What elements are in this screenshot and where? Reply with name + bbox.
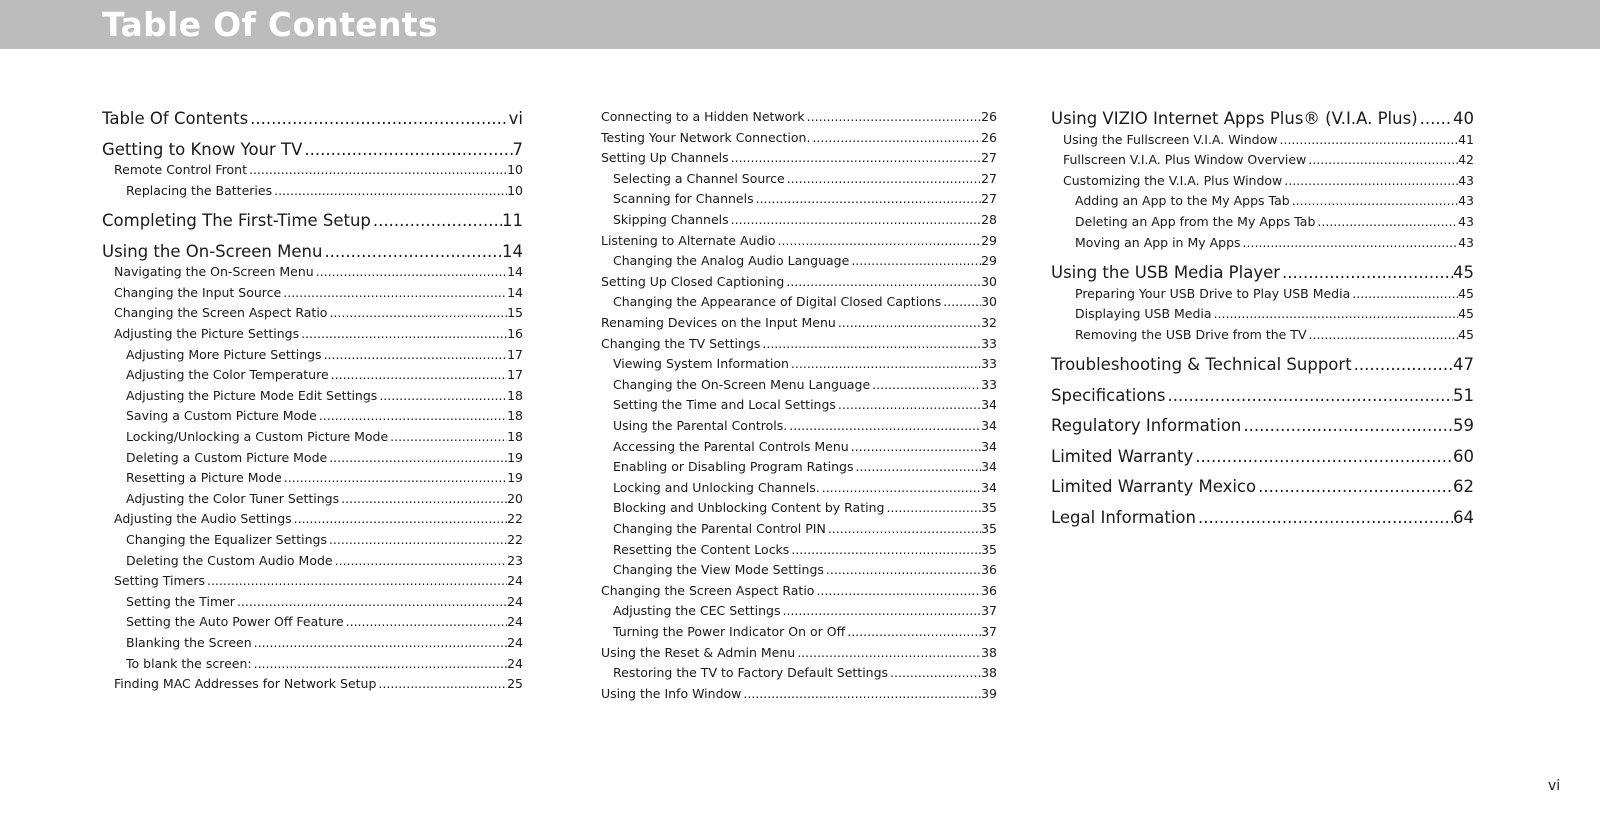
toc-subsection-entry[interactable] xyxy=(126,613,523,631)
toc-subsection-entry[interactable] xyxy=(114,325,523,343)
toc-dot-leader xyxy=(247,161,507,179)
toc-entry-page: 37 xyxy=(981,624,997,639)
toc-entry-title: Adjusting the Color Temperature xyxy=(126,367,329,383)
toc-dot-leader xyxy=(344,613,507,631)
toc-dot-leader xyxy=(1241,234,1459,252)
toc-entry-page: 45 xyxy=(1458,285,1474,301)
toc-entry-title: Adjusting the CEC Settings xyxy=(613,603,781,619)
toc-entry-title: Setting the Time and Local Settings xyxy=(613,397,836,413)
toc-entry-page: 47 xyxy=(1453,355,1474,375)
toc-entry-title: Skipping Channels xyxy=(613,212,729,227)
toc-dot-leader xyxy=(785,170,981,188)
toc-subsection-entry[interactable] xyxy=(613,211,997,229)
toc-entry-title: Using VIZIO Internet Apps Plus® (V.I.A. Plus) xyxy=(1051,109,1418,128)
toc-subsection-entry[interactable] xyxy=(126,593,523,611)
toc-subsection-entry[interactable] xyxy=(601,335,997,353)
toc-entry-title: Setting Up Channels xyxy=(601,150,729,166)
toc-entry-page: 34 xyxy=(981,479,997,495)
toc-section-entry[interactable] xyxy=(1051,476,1474,498)
toc-entry-page: 51 xyxy=(1453,385,1474,405)
toc-dot-leader xyxy=(299,325,507,343)
toc-entry-title: Locking and Unlocking Channels. xyxy=(613,479,820,495)
toc-entry-page: 11 xyxy=(502,211,523,231)
toc-entry-page: 22 xyxy=(507,511,523,527)
toc-entry-page: 24 xyxy=(507,655,523,671)
toc-dot-leader xyxy=(741,685,981,703)
toc-entry-title: Setting the Timer xyxy=(126,593,235,609)
toc-dot-leader xyxy=(853,458,981,476)
toc-dot-leader xyxy=(327,304,507,322)
toc-entry-page: 28 xyxy=(981,212,997,227)
toc-subsection-entry[interactable] xyxy=(126,449,523,467)
toc-entry-page: 26 xyxy=(981,129,997,145)
toc-dot-leader xyxy=(371,210,502,232)
toc-subsection-entry[interactable] xyxy=(601,314,997,332)
toc-entry-page: 45 xyxy=(1458,326,1474,342)
toc-dot-leader xyxy=(248,108,508,130)
toc-subsection-entry[interactable] xyxy=(1075,285,1474,303)
toc-entry-title: Preparing Your USB Drive to Play USB Media xyxy=(1075,285,1351,301)
toc-entry-page: 43 xyxy=(1458,213,1474,229)
toc-entry-page: 32 xyxy=(981,315,997,330)
toc-dot-leader xyxy=(377,387,507,405)
toc-entry-title: Scanning for Channels xyxy=(613,191,754,207)
toc-dot-leader xyxy=(888,664,981,682)
toc-dot-leader xyxy=(849,438,981,456)
toc-entry-title: Fullscreen V.I.A. Plus Window Overview xyxy=(1063,152,1307,168)
toc-entry-title: Adjusting the Picture Mode Edit Settings xyxy=(126,387,378,403)
toc-dot-leader xyxy=(1282,172,1458,190)
toc-dot-leader xyxy=(235,593,507,611)
toc-dot-leader xyxy=(787,417,981,435)
toc-entry-page: 38 xyxy=(981,644,997,660)
toc-entry-title: To blank the screen: xyxy=(126,655,252,671)
toc-subsection-entry[interactable] xyxy=(114,263,523,281)
toc-entry-page: 30 xyxy=(981,294,997,310)
toc-subsection-entry[interactable] xyxy=(126,531,523,549)
toc-dot-leader xyxy=(1306,151,1458,169)
toc-entry-page: 43 xyxy=(1458,193,1474,209)
toc-entry-title: Restoring the TV to Factory Default Settings xyxy=(613,665,889,681)
toc-dot-leader xyxy=(1196,507,1453,529)
toc-dot-leader xyxy=(729,149,981,167)
toc-subsection-entry[interactable] xyxy=(114,510,523,528)
toc-entry-title: Deleting an App from the My Apps Tab xyxy=(1075,213,1316,229)
toc-entry-title: Remote Control Front xyxy=(114,162,247,177)
toc-dot-leader xyxy=(941,293,981,311)
toc-dot-leader xyxy=(1193,446,1453,468)
toc-entry-title: Selecting a Channel Source xyxy=(613,170,785,186)
toc-section-entry[interactable] xyxy=(1051,446,1474,468)
toc-subsection-entry[interactable] xyxy=(613,190,997,208)
toc-dot-leader xyxy=(322,346,508,364)
toc-entry-title: Changing the Analog Audio Language xyxy=(613,253,850,269)
toc-entry-title: Turning the Power Indicator On or Off xyxy=(613,624,846,639)
toc-entry-title: Blanking the Screen xyxy=(126,635,252,650)
toc-entry-page: 10 xyxy=(507,162,523,177)
toc-entry-page: 42 xyxy=(1458,152,1474,168)
toc-subsection-entry[interactable] xyxy=(613,499,997,517)
toc-dot-leader xyxy=(780,602,981,620)
toc-entry-page: 17 xyxy=(507,367,523,383)
toc-entry-page: 14 xyxy=(502,241,523,261)
toc-subsection-entry[interactable] xyxy=(613,355,997,373)
toc-entry-page: 27 xyxy=(981,170,997,186)
toc-dot-leader xyxy=(282,469,507,487)
toc-entry-page: 39 xyxy=(981,685,997,701)
toc-entry-page: 34 xyxy=(981,418,997,433)
toc-entry-page: 29 xyxy=(981,232,997,248)
toc-entry-title: Renaming Devices on the Input Menu xyxy=(601,315,836,330)
toc-subsection-entry[interactable] xyxy=(114,304,523,322)
toc-entry-page: 64 xyxy=(1453,507,1474,527)
toc-entry-page: 7 xyxy=(512,139,523,159)
toc-entry-page: 38 xyxy=(981,665,997,681)
toc-entry-page: 24 xyxy=(507,593,523,609)
toc-subsection-entry[interactable] xyxy=(1063,151,1474,169)
toc-entry-title: Changing the Screen Aspect Ratio xyxy=(114,305,328,321)
toc-subsection-entry[interactable] xyxy=(126,366,523,384)
toc-entry-title: Specifications xyxy=(1051,385,1166,405)
toc-dot-leader xyxy=(333,552,508,570)
toc-subsection-entry[interactable] xyxy=(126,469,523,487)
toc-entry-page: 14 xyxy=(507,284,523,300)
toc-dot-leader xyxy=(795,644,981,662)
toc-entry-page: 36 xyxy=(981,562,997,578)
toc-dot-leader xyxy=(1278,131,1459,149)
toc-entry-page: 10 xyxy=(507,182,523,198)
toc-subsection-entry[interactable] xyxy=(126,634,523,652)
toc-dot-leader xyxy=(327,449,507,467)
toc-subsection-entry[interactable] xyxy=(126,552,523,570)
toc-dot-leader xyxy=(836,314,981,332)
toc-dot-leader xyxy=(814,582,981,600)
toc-dot-leader xyxy=(281,284,507,302)
toc-entry-title: Getting to Know Your TV xyxy=(102,139,303,159)
toc-entry-page: 34 xyxy=(981,459,997,475)
toc-entry-page: 26 xyxy=(981,109,997,124)
toc-dot-leader xyxy=(1212,305,1459,323)
toc-dot-leader xyxy=(824,561,981,579)
toc-dot-leader xyxy=(1241,415,1453,437)
toc-subsection-entry[interactable] xyxy=(1063,131,1474,149)
toc-dot-leader xyxy=(376,675,507,693)
toc-entry-title: Replacing the Batteries xyxy=(126,182,273,198)
toc-entry-page: 14 xyxy=(507,264,523,280)
toc-entry-title: Adjusting the Audio Settings xyxy=(114,511,292,527)
toc-subsection-entry[interactable] xyxy=(601,129,997,147)
toc-subsection-entry[interactable] xyxy=(126,407,523,425)
toc-entry-title: Limited Warranty xyxy=(1051,446,1194,466)
toc-entry-title: Removing the USB Drive from the TV xyxy=(1075,326,1307,342)
toc-entry-page: 36 xyxy=(981,582,997,598)
toc-entry-title: Using the USB Media Player xyxy=(1051,263,1281,283)
toc-subsection-entry[interactable] xyxy=(601,582,997,600)
toc-entry-page: 23 xyxy=(507,552,523,568)
toc-subsection-entry[interactable] xyxy=(613,623,997,641)
toc-entry-page: 19 xyxy=(507,449,523,465)
toc-dot-leader xyxy=(845,623,981,641)
toc-entry-title: Resetting the Content Locks xyxy=(613,541,790,557)
toc-dot-leader xyxy=(784,273,981,291)
toc-subsection-entry[interactable] xyxy=(114,572,523,590)
toc-entry-title: Connecting to a Hidden Network xyxy=(601,109,805,124)
toc-subsection-entry[interactable] xyxy=(126,490,523,508)
toc-subsection-entry[interactable] xyxy=(613,417,997,435)
toc-entry-title: Listening to Alternate Audio xyxy=(601,232,776,248)
toc-dot-leader xyxy=(322,241,502,263)
toc-entry-title: Moving an App in My Apps xyxy=(1075,234,1241,250)
toc-dot-leader xyxy=(1418,108,1453,130)
toc-subsection-entry[interactable] xyxy=(1075,192,1474,210)
page-number: vi xyxy=(1548,778,1561,794)
toc-dot-leader xyxy=(252,634,507,652)
toc-entry-title: Viewing System Information xyxy=(613,356,789,372)
toc-dot-leader xyxy=(388,428,507,446)
toc-section-entry[interactable] xyxy=(1051,507,1474,529)
toc-entry-page: 37 xyxy=(981,603,997,619)
toc-entry-page: 34 xyxy=(981,397,997,413)
toc-entry-title: Enabling or Disabling Program Ratings xyxy=(613,459,854,475)
toc-entry-title: Changing the Equalizer Settings xyxy=(126,532,327,547)
toc-entry-page: 43 xyxy=(1458,234,1474,250)
toc-entry-title: Saving a Custom Picture Mode xyxy=(126,408,317,424)
toc-entry-page: 45 xyxy=(1458,306,1474,322)
toc-entry-page: 30 xyxy=(981,273,997,289)
toc-entry-page: 16 xyxy=(507,326,523,341)
toc-dot-leader xyxy=(1352,354,1453,376)
toc-section-entry[interactable] xyxy=(1051,385,1474,407)
toc-entry-title: Adjusting More Picture Settings xyxy=(126,346,322,362)
page-title: Table Of Contents xyxy=(102,5,438,44)
toc-dot-leader xyxy=(789,541,981,559)
toc-entry-title: Changing the TV Settings xyxy=(601,335,761,351)
toc-dot-leader xyxy=(826,520,981,538)
toc-subsection-entry[interactable] xyxy=(613,458,997,476)
toc-entry-title: Troubleshooting & Technical Support xyxy=(1051,355,1352,375)
toc-entry-page: 25 xyxy=(507,676,523,692)
toc-entry-page: 18 xyxy=(507,429,523,444)
toc-entry-title: Navigating the On-Screen Menu xyxy=(114,264,314,280)
toc-subsection-entry[interactable] xyxy=(601,149,997,167)
toc-subsection-entry[interactable] xyxy=(613,252,997,270)
toc-subsection-entry[interactable] xyxy=(601,273,997,291)
toc-entry-page: 35 xyxy=(981,521,997,536)
toc-section-entry[interactable] xyxy=(1051,415,1474,437)
toc-entry-page: 19 xyxy=(507,470,523,486)
toc-entry-page: 29 xyxy=(981,253,997,269)
toc-dot-leader xyxy=(329,366,507,384)
toc-entry-page: 35 xyxy=(981,500,997,516)
toc-entry-page: 62 xyxy=(1453,477,1474,497)
toc-subsection-entry[interactable] xyxy=(613,170,997,188)
toc-subsection-entry[interactable] xyxy=(613,664,997,682)
toc-dot-leader xyxy=(317,407,507,425)
toc-subsection-entry[interactable] xyxy=(1075,305,1474,323)
toc-entry-title: Setting Timers xyxy=(114,573,205,589)
toc-dot-leader xyxy=(1307,326,1459,344)
toc-entry-title: Using the Parental Controls. xyxy=(613,418,788,433)
toc-entry-page: 33 xyxy=(981,376,997,392)
toc-entry-title: Blocking and Unblocking Content by Rating xyxy=(613,500,885,516)
toc-subsection-entry[interactable] xyxy=(1075,234,1474,252)
toc-dot-leader xyxy=(789,355,981,373)
toc-entry-page: 45 xyxy=(1453,263,1474,283)
toc-entry-title: Changing the Screen Aspect Ratio xyxy=(601,582,815,598)
toc-dot-leader xyxy=(884,499,981,517)
toc-entry-page: 33 xyxy=(981,335,997,351)
toc-entry-title: Changing the Parental Control PIN xyxy=(613,521,826,536)
toc-dot-leader xyxy=(820,479,981,497)
toc-subsection-entry[interactable] xyxy=(601,644,997,662)
toc-entry-title: Using the On-Screen Menu xyxy=(102,241,323,261)
toc-subsection-entry[interactable] xyxy=(1075,213,1474,231)
toc-subsection-entry[interactable] xyxy=(126,346,523,364)
toc-section-entry[interactable] xyxy=(102,210,523,232)
toc-dot-leader xyxy=(339,490,507,508)
toc-entry-page: 18 xyxy=(507,387,523,403)
toc-entry-title: Testing Your Network Connection. xyxy=(601,129,811,145)
toc-dot-leader xyxy=(292,510,507,528)
toc-dot-leader xyxy=(1280,262,1453,284)
toc-dot-leader xyxy=(252,655,508,673)
toc-section-entry[interactable] xyxy=(1051,354,1474,376)
toc-entry-page: 35 xyxy=(981,541,997,557)
toc-entry-title: Deleting the Custom Audio Mode xyxy=(126,552,333,568)
toc-subsection-entry[interactable] xyxy=(1063,172,1474,190)
toc-dot-leader xyxy=(314,263,507,281)
toc-entry-page: vi xyxy=(508,109,523,128)
toc-entry-title: Using the Fullscreen V.I.A. Window xyxy=(1063,131,1278,147)
toc-dot-leader xyxy=(1166,385,1453,407)
toc-entry-title: Adding an App to the My Apps Tab xyxy=(1075,193,1290,209)
toc-entry-page: 41 xyxy=(1458,131,1474,147)
toc-dot-leader xyxy=(205,572,507,590)
toc-entry-title: Regulatory Information xyxy=(1051,416,1242,436)
toc-dot-leader xyxy=(836,396,981,414)
toc-dot-leader xyxy=(760,335,981,353)
toc-dot-leader xyxy=(810,129,981,147)
toc-subsection-entry[interactable] xyxy=(601,232,997,250)
toc-dot-leader xyxy=(849,252,981,270)
toc-subsection-entry[interactable] xyxy=(613,479,997,497)
toc-section-entry[interactable] xyxy=(1051,108,1474,130)
toc-dot-leader xyxy=(272,182,507,200)
toc-subsection-entry[interactable] xyxy=(613,293,997,311)
toc-entry-page: 43 xyxy=(1458,172,1474,188)
toc-entry-page: 20 xyxy=(507,490,523,506)
toc-entry-title: Locking/Unlocking a Custom Picture Mode xyxy=(126,429,389,444)
toc-dot-leader xyxy=(729,211,981,229)
toc-subsection-entry[interactable] xyxy=(613,376,997,394)
toc-entry-title: Limited Warranty Mexico xyxy=(1051,477,1257,497)
toc-subsection-entry[interactable] xyxy=(114,284,523,302)
toc-section-entry[interactable] xyxy=(102,108,523,130)
toc-entry-page: 18 xyxy=(507,408,523,424)
toc-entry-title: Adjusting the Color Tuner Settings xyxy=(126,490,340,506)
toc-dot-leader xyxy=(1290,192,1458,210)
toc-subsection-entry[interactable] xyxy=(114,675,523,693)
toc-entry-page: 15 xyxy=(507,305,523,321)
toc-entry-title: Completing The First-Time Setup xyxy=(102,211,371,231)
toc-entry-page: 24 xyxy=(507,573,523,589)
toc-subsection-entry[interactable] xyxy=(126,182,523,200)
toc-entry-page: 17 xyxy=(507,346,523,362)
toc-entry-title: Legal Information xyxy=(1051,507,1196,527)
toc-entry-title: Resetting a Picture Mode xyxy=(126,470,282,486)
toc-dot-leader xyxy=(302,139,512,161)
toc-section-entry[interactable] xyxy=(102,241,523,263)
toc-entry-page: 24 xyxy=(507,614,523,630)
toc-dot-leader xyxy=(805,108,981,126)
toc-entry-page: 60 xyxy=(1453,446,1474,466)
toc-entry-page: 40 xyxy=(1453,109,1474,128)
toc-entry-title: Using the Info Window xyxy=(601,685,742,701)
toc-section-entry[interactable] xyxy=(102,139,523,161)
toc-entry-title: Setting the Auto Power Off Feature xyxy=(126,614,344,630)
toc-entry-title: Changing the Appearance of Digital Closed Captions xyxy=(613,294,942,310)
toc-entry-title: Using the Reset & Admin Menu xyxy=(601,644,796,660)
toc-entry-title: Setting Up Closed Captioning xyxy=(601,273,785,289)
toc-entry-page: 27 xyxy=(981,191,997,207)
toc-subsection-entry[interactable] xyxy=(613,561,997,579)
toc-subsection-entry[interactable] xyxy=(613,602,997,620)
toc-dot-leader xyxy=(327,531,507,549)
toc-dot-leader xyxy=(1350,285,1458,303)
page-header xyxy=(0,0,1600,49)
toc-subsection-entry[interactable] xyxy=(601,685,997,703)
toc-subsection-entry[interactable] xyxy=(126,655,523,673)
toc-entry-title: Displaying USB Media xyxy=(1075,306,1212,322)
toc-entry-page: 27 xyxy=(981,150,997,166)
toc-entry-page: 34 xyxy=(981,438,997,454)
toc-entry-page: 22 xyxy=(507,532,523,547)
toc-entry-title: Changing the On-Screen Menu Language xyxy=(613,376,871,392)
toc-entry-title: Table Of Contents xyxy=(102,109,249,128)
toc-subsection-entry[interactable] xyxy=(126,428,523,446)
toc-subsection-entry[interactable] xyxy=(613,396,997,414)
toc-entry-title: Customizing the V.I.A. Plus Window xyxy=(1063,172,1283,188)
toc-entry-page: 24 xyxy=(507,635,523,650)
toc-subsection-entry[interactable] xyxy=(613,438,997,456)
toc-subsection-entry[interactable] xyxy=(613,520,997,538)
toc-entry-title: Changing the Input Source xyxy=(114,284,282,300)
toc-dot-leader xyxy=(754,190,981,208)
toc-entry-title: Accessing the Parental Controls Menu xyxy=(613,438,849,454)
toc-entry-title: Finding MAC Addresses for Network Setup xyxy=(114,676,377,692)
toc-dot-leader xyxy=(1315,213,1458,231)
toc-entry-title: Changing the View Mode Settings xyxy=(613,562,824,578)
toc-dot-leader xyxy=(1256,476,1453,498)
toc-dot-leader xyxy=(870,376,981,394)
toc-subsection-entry[interactable] xyxy=(601,108,997,126)
toc-subsection-entry[interactable] xyxy=(613,541,997,559)
toc-entry-title: Deleting a Custom Picture Mode xyxy=(126,449,328,465)
toc-entry-title: Adjusting the Picture Settings xyxy=(114,326,300,341)
toc-subsection-entry[interactable] xyxy=(126,387,523,405)
toc-entry-page: 33 xyxy=(981,356,997,372)
toc-dot-leader xyxy=(776,232,982,250)
toc-entry-page: 59 xyxy=(1453,416,1474,436)
toc-subsection-entry[interactable] xyxy=(114,161,523,179)
toc-section-entry[interactable] xyxy=(1051,262,1474,284)
toc-subsection-entry[interactable] xyxy=(1075,326,1474,344)
